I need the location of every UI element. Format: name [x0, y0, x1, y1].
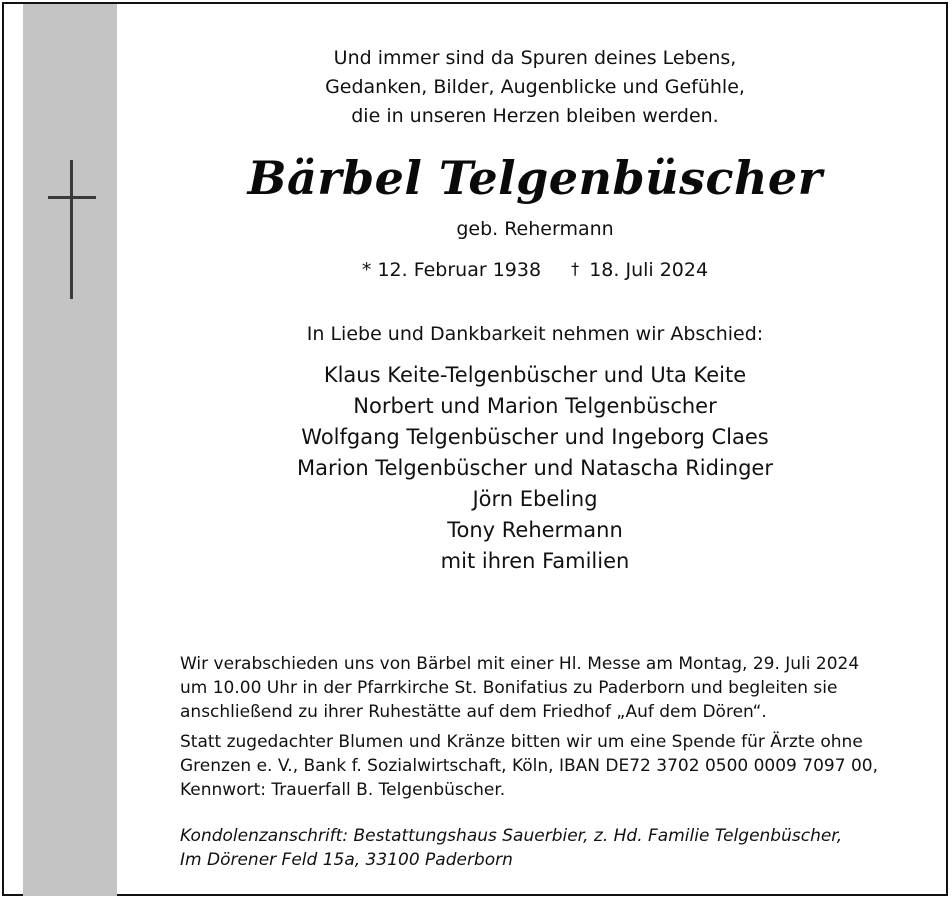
life-dates [150, 255, 920, 284]
mourner: Jörn Ebeling [472, 487, 598, 511]
birth-name: geb. Rehermann [456, 218, 614, 240]
farewell-line: anschließend zu ihrer Ruhestätte auf dem Friedhof „Auf dem Dören“. [180, 702, 767, 722]
mourner: Klaus Keite-Telgenbüscher und Uta Keite [323, 363, 747, 387]
born-symbol: * [361, 259, 372, 281]
deceased-name: Bärbel Telgenbüscher [247, 151, 823, 205]
verse [150, 44, 920, 131]
verse-line: Und immer sind da Spuren deines Lebens, [333, 47, 737, 69]
donation-line: Statt zugedachter Blumen und Kränze bitten wir um eine Spende für Ärzte ohne [180, 732, 863, 752]
side-band [23, 4, 117, 896]
mourners-list [150, 360, 920, 577]
mourner: Wolfgang Telgenbüscher und Ingeborg Claes [301, 425, 769, 449]
cross-vertical-bar [70, 160, 73, 299]
cross-horizontal-bar [48, 196, 96, 199]
verse-line: die in unseren Herzen bleiben werden. [351, 105, 719, 127]
donation-notice [180, 730, 920, 802]
donation-line: Grenzen e. V., Bank f. Sozialwirtschaft, Köln, IBAN DE72 3702 0500 0009 7097 00, [180, 756, 878, 776]
service-info [180, 652, 920, 802]
donation-line: Kennwort: Trauerfall B. Telgenbüscher. [180, 780, 506, 800]
condolence-address [180, 824, 920, 872]
mourner: Marion Telgenbüscher und Natascha Ridinger [297, 456, 773, 480]
mourner: mit ihren Familien [440, 549, 630, 573]
mourner: Tony Rehermann [447, 518, 623, 542]
verse-line: Gedanken, Bilder, Augenblicke und Gefühle, [325, 76, 745, 98]
condolence-line: Im Dörener Feld 15a, 33100 Paderborn [180, 850, 513, 870]
farewell-line: um 10.00 Uhr in der Pfarrkirche St. Bonifatius zu Paderborn und begleiten sie [180, 678, 838, 698]
farewell-notice [180, 652, 920, 724]
dagger-icon: † [571, 259, 580, 278]
farewell-line: Wir verabschieden uns von Bärbel mit einer Hl. Messe am Montag, 29. Juli 2024 [180, 654, 860, 674]
born-date: 12. Februar 1938 [377, 259, 542, 281]
farewell-intro: In Liebe und Dankbarkeit nehmen wir Abschied: [306, 323, 764, 345]
mourner: Norbert und Marion Telgenbüscher [353, 394, 717, 418]
condolence-line: Kondolenzanschrift: Bestattungshaus Sauerbier, z. Hd. Familie Telgenbüscher, [180, 826, 843, 846]
obituary-main [150, 44, 920, 577]
death-date: 18. Juli 2024 [589, 259, 709, 281]
